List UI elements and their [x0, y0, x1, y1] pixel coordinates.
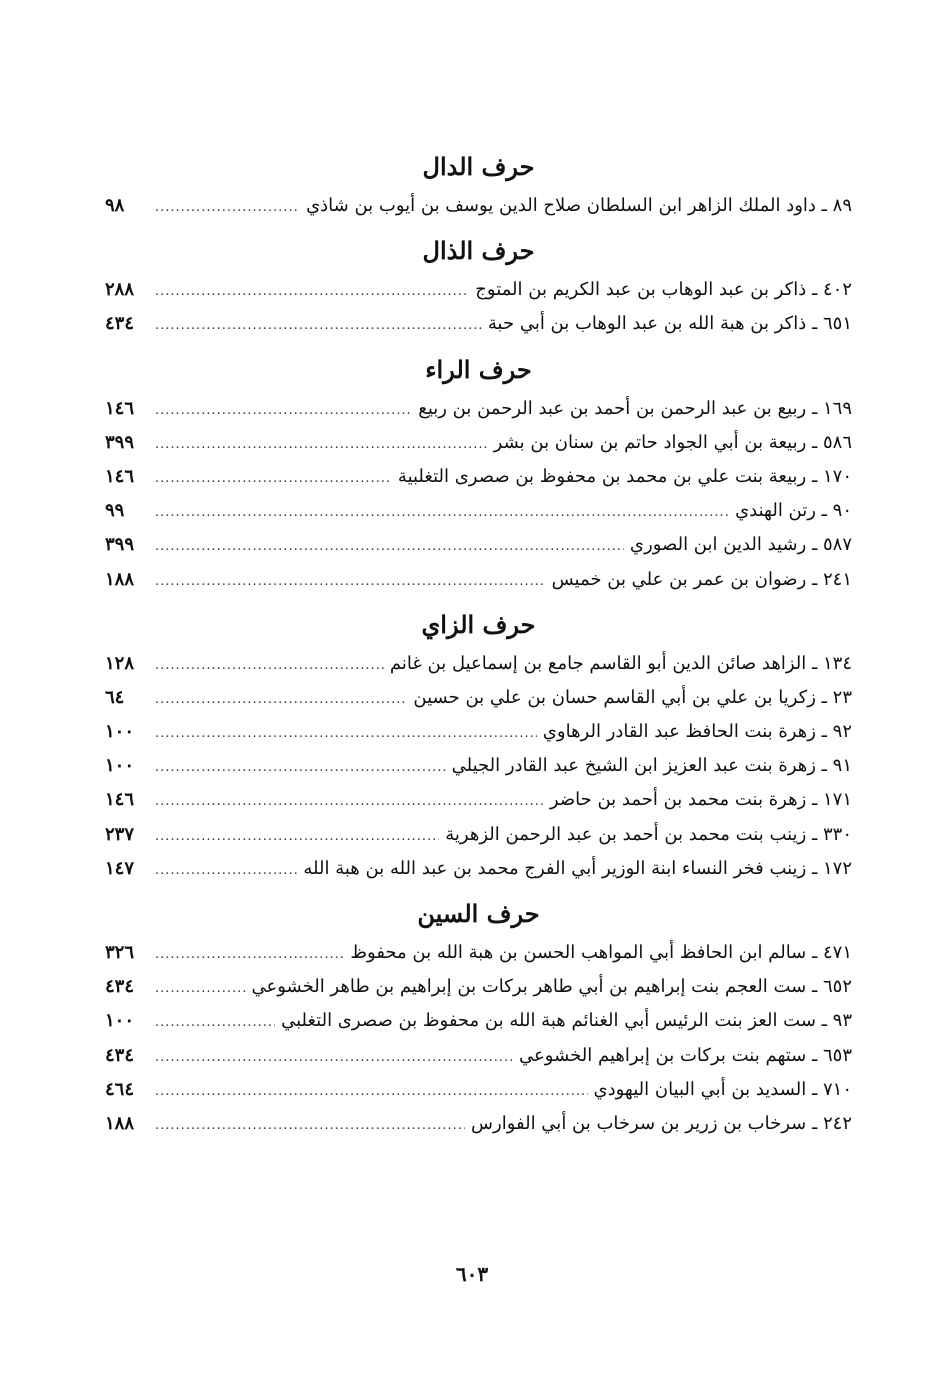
entry-name: ٣٣٠ ـ زينب بنت محمد بن أحمد بن عبد الرحمن الزهرية: [445, 823, 852, 845]
entry-name: ١٦٩ ـ ربيع بن عبد الرحمن بن أحمد بن عبد الرحمن بن ربيع: [418, 397, 852, 419]
leader-dots: [155, 1075, 588, 1107]
leader-dots: [155, 751, 446, 783]
page-number: ٦٠٣: [455, 1262, 489, 1286]
entry-name: ٦٥١ ـ ذاكر بن هبة الله بن عبد الوهاب بن أبي حبة: [487, 313, 852, 335]
index-entry: [105, 647, 852, 681]
entry-page-number: ٣٩٩: [105, 534, 135, 556]
entry-name: ٥٨٦ ـ ربيعة بن أبي الجواد حاتم بن سنان بن بشر: [493, 431, 852, 453]
entry-name: ٤٧١ ـ سالم ابن الحافظ أبي المواهب الحسن بن هبة الله بن محفوظ: [350, 942, 852, 963]
leader-dots: [155, 1006, 275, 1038]
index-entry: [105, 1004, 852, 1038]
entry-name: ٥٨٧ ـ رشيد الدين ابن الصوري: [629, 534, 852, 556]
entry-name: ٨٩ ـ داود الملك الزاهر ابن السلطان صلاح الدين يوسف بن أيوب بن شاذي: [306, 195, 852, 216]
section-heading: حرف الراء: [425, 354, 532, 384]
index-entry: [105, 392, 852, 426]
entry-page-number: ٩٨: [105, 195, 125, 216]
index-entry: [105, 494, 852, 528]
entry-name: ٩٠ ـ رتن الهندي: [735, 500, 852, 522]
entry-name: ٦٥٢ ـ ست العجم بنت إبراهيم بن أبي طاهر بركات بن إبراهيم بن طاهر الخشوعي: [251, 976, 852, 998]
entry-name: ٢٤٢ ـ سرخاب بن زرير بن سرخاب بن أبي الفوارس: [471, 1112, 852, 1134]
leader-dots: [155, 530, 624, 562]
section-heading: حرف الزاي: [421, 609, 536, 639]
entry-page-number: ٤٣٤: [105, 976, 135, 998]
index-entry: [105, 936, 852, 970]
index-entry: [105, 852, 852, 886]
leader-dots: [155, 820, 439, 852]
leader-dots: [155, 938, 344, 970]
leader-dots: [155, 394, 412, 426]
index-entry: [105, 1039, 852, 1073]
leader-dots: [155, 428, 488, 460]
entry-name: ٢٣ ـ زكريا بن علي بن أبي القاسم حسان بن علي بن حسين: [413, 686, 852, 708]
entry-page-number: ٢٨٨: [105, 279, 135, 301]
entry-page-number: ٣٩٩: [105, 431, 135, 453]
entry-page-number: ٤٦٤: [105, 1078, 135, 1100]
leader-dots: [155, 785, 544, 817]
leader-dots: [155, 496, 729, 528]
index-entry: [105, 681, 852, 715]
index-entry: [105, 426, 852, 460]
entry-page-number: ٢٣٧: [105, 823, 135, 845]
leader-dots: [155, 309, 482, 341]
entry-name: ١٣٤ ـ الزاهد صائن الدين أبو القاسم جامع بن إسماعيل بن غانم: [389, 652, 852, 674]
entry-page-number: ٩٩: [105, 500, 125, 522]
entry-page-number: ٤٣٤: [105, 1044, 135, 1066]
entry-name: ٩١ ـ زهرة بنت عبد العزيز ابن الشيخ عبد القادر الجيلي: [451, 755, 852, 777]
section-heading: حرف الدال: [422, 152, 535, 181]
index-entry: [105, 715, 852, 749]
entry-name: ١٧٢ ـ زينب فخر النساء ابنة الوزير أبي الفرج محمد بن عبد الله بن هبة الله: [303, 857, 852, 879]
index-entry: [105, 460, 852, 494]
leader-dots: [155, 854, 297, 886]
entry-page-number: ٣٢٦: [105, 942, 135, 963]
entry-page-number: ٦٤: [105, 686, 125, 708]
entry-page-number: ٤٣٤: [105, 313, 135, 335]
leader-dots: [155, 191, 300, 223]
entry-page-number: ١٠٠: [105, 1010, 135, 1032]
entry-page-number: ١٤٦: [105, 789, 135, 811]
entry-page-number: ١٤٦: [105, 465, 135, 487]
index-entry: [105, 1073, 852, 1107]
entry-name: ٢٤١ ـ رضوان بن عمر بن علي بن خميس: [551, 568, 852, 590]
index-entry: [105, 189, 852, 223]
entry-name: ٤٠٢ ـ ذاكر بن عبد الوهاب بن عبد الكريم بن المتوج: [475, 279, 852, 301]
entry-page-number: ١٢٨: [105, 652, 135, 674]
entry-page-number: ١٨٨: [105, 1112, 135, 1134]
section-heading: حرف السين: [417, 899, 540, 928]
leader-dots: [155, 1109, 465, 1141]
leader-dots: [155, 972, 246, 1004]
entry-page-number: ١٤٦: [105, 397, 135, 419]
index-entry: [105, 783, 852, 817]
index-content: [105, 145, 852, 1141]
entry-page-number: ١٤٧: [105, 857, 135, 879]
entry-name: ٧١٠ ـ السديد بن أبي البيان اليهودي: [593, 1078, 852, 1100]
leader-dots: [155, 649, 384, 681]
leader-dots: [155, 275, 469, 307]
entry-page-number: ١٨٨: [105, 568, 135, 590]
leader-dots: [155, 462, 392, 494]
index-entry: [105, 1107, 852, 1141]
index-entry: [105, 528, 852, 562]
leader-dots: [155, 565, 546, 597]
entry-page-number: ١٠٠: [105, 721, 135, 743]
entry-name: ٩٢ ـ زهرة بنت الحافظ عبد القادر الرهاوي: [542, 721, 852, 743]
entry-name: ٦٥٣ ـ ستهم بنت بركات بن إبراهيم الخشوعي: [519, 1044, 852, 1066]
entry-name: ٩٣ ـ ست العز بنت الرئيس أبي الغنائم هبة الله بن محفوظ بن صصرى التغلبي: [281, 1010, 852, 1032]
entry-name: ١٧٠ ـ ربيعة بنت علي بن محمد بن محفوظ بن صصرى التغلبية: [397, 465, 852, 487]
index-entry: [105, 307, 852, 341]
section-heading: حرف الذال: [422, 236, 535, 266]
index-entry: [105, 563, 852, 597]
index-entry: [105, 970, 852, 1004]
leader-dots: [155, 683, 407, 715]
leader-dots: [155, 717, 537, 749]
leader-dots: [155, 1041, 513, 1073]
index-entry: [105, 818, 852, 852]
index-entry: [105, 273, 852, 307]
entry-page-number: ١٠٠: [105, 755, 135, 777]
index-entry: [105, 749, 852, 783]
entry-name: ١٧١ ـ زهرة بنت محمد بن أحمد بن حاضر: [549, 789, 852, 811]
